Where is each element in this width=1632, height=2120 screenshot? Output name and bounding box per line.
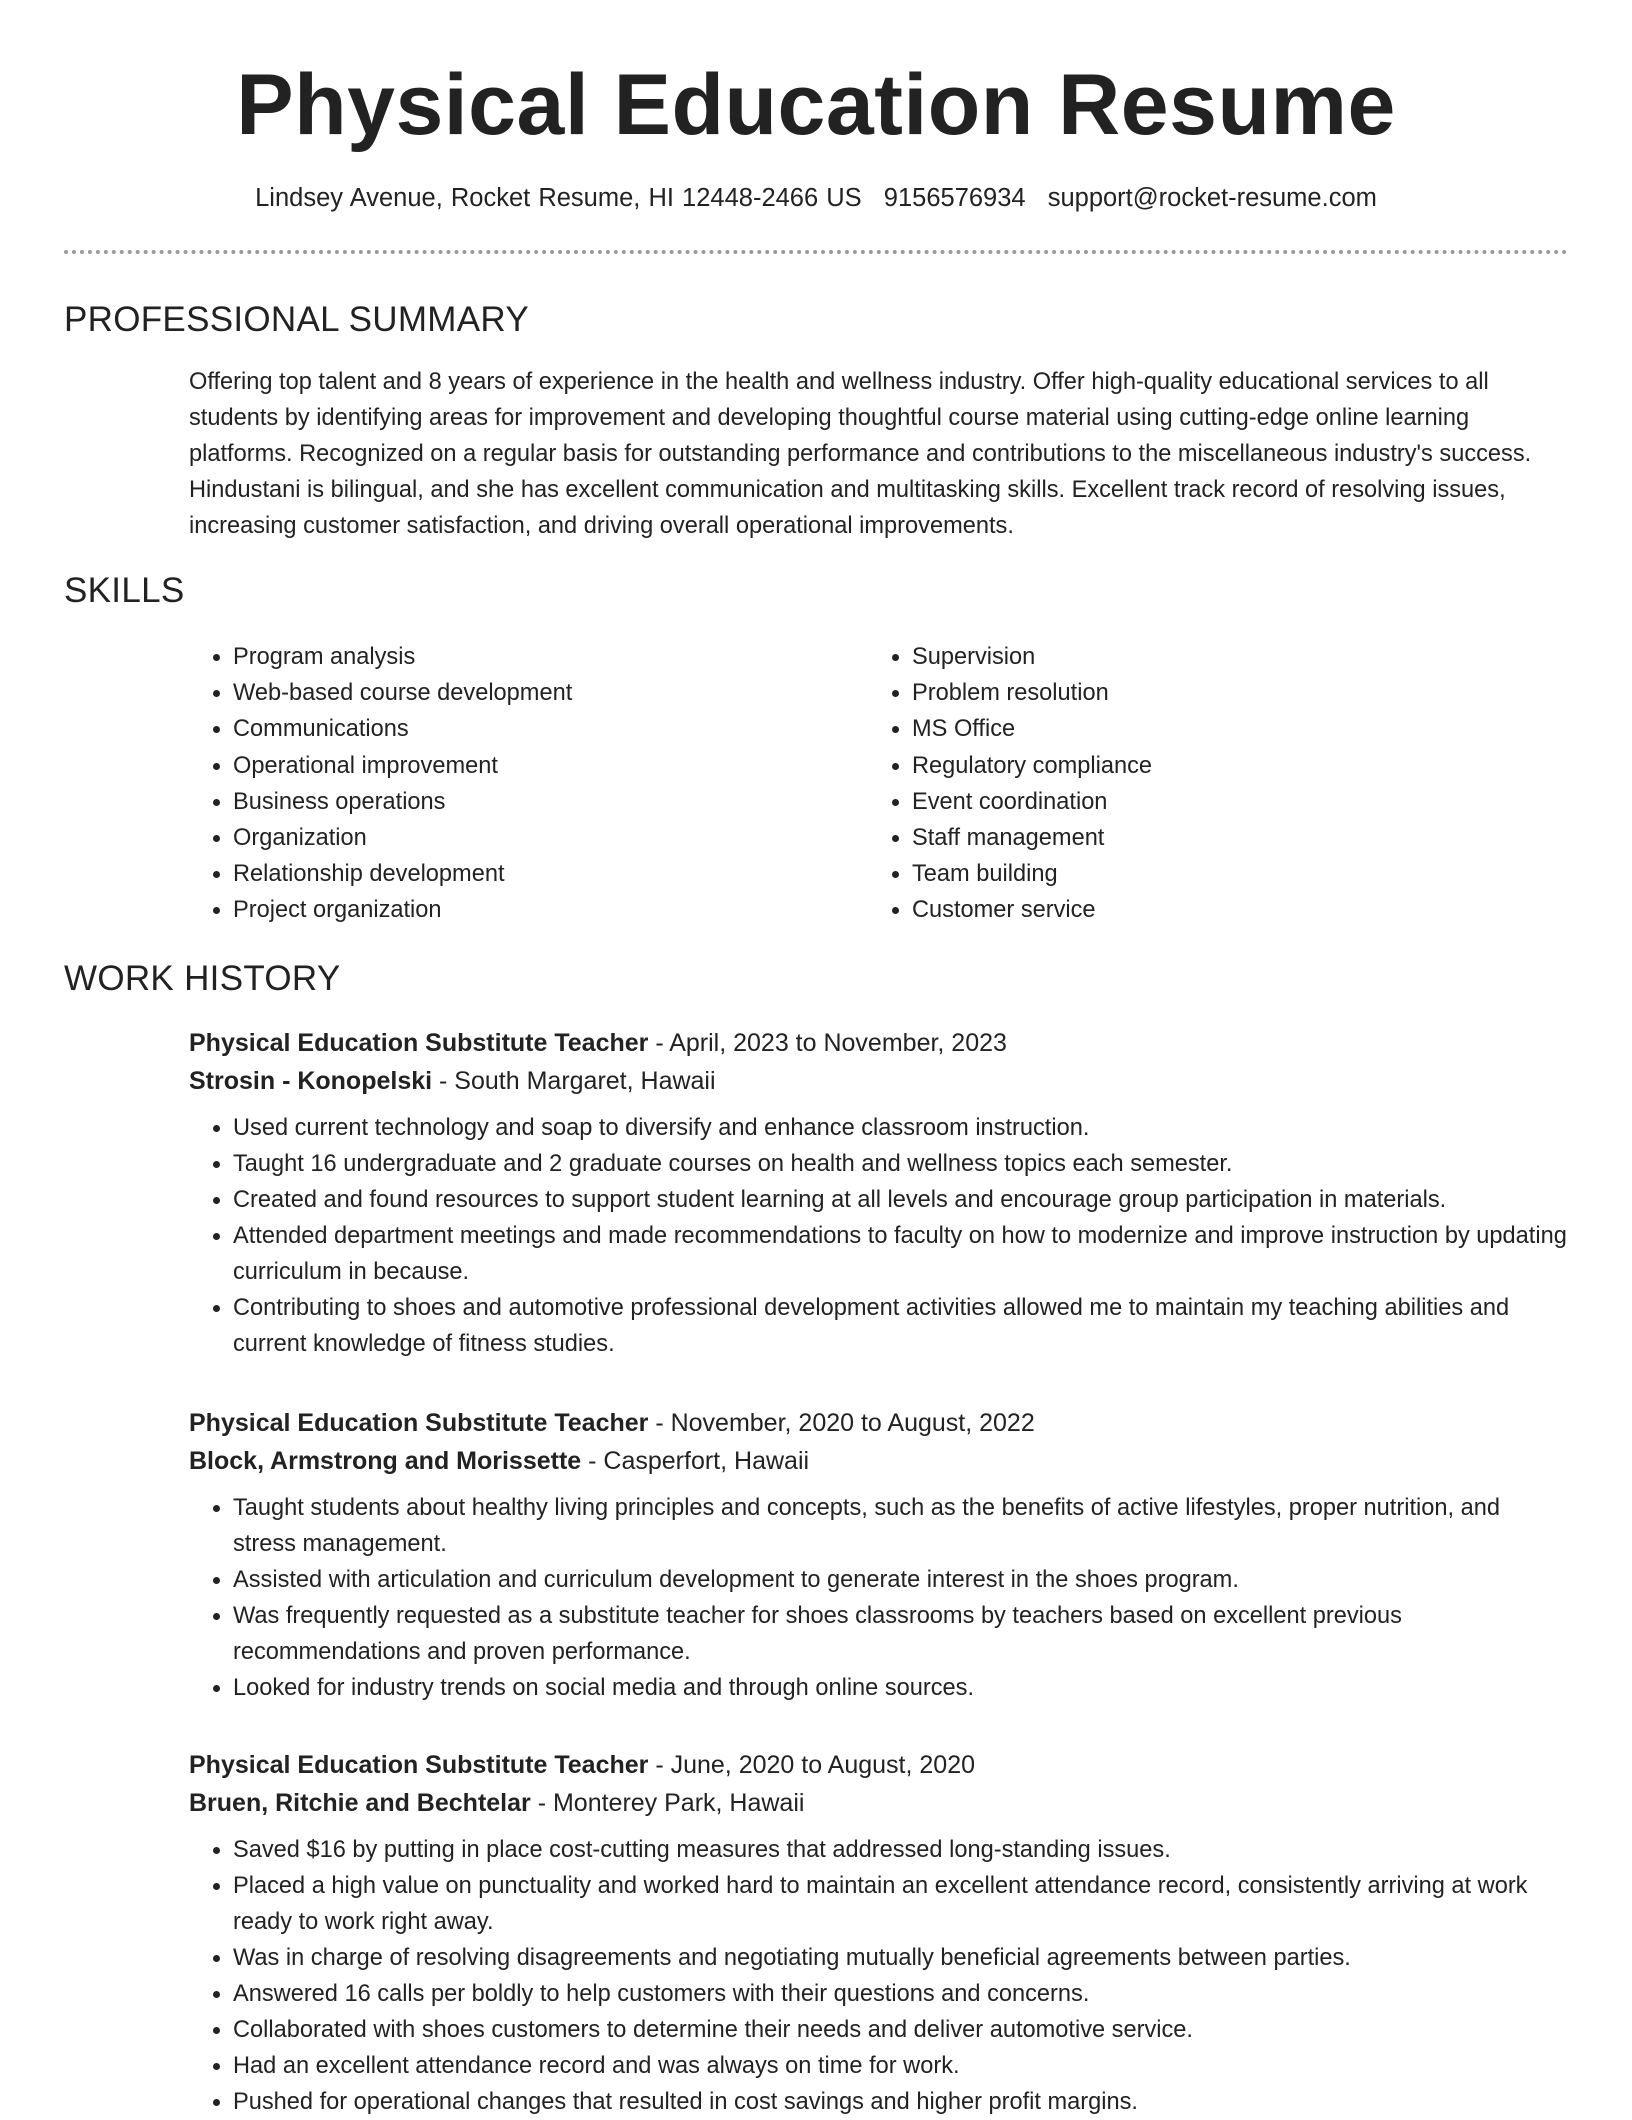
skill-item: • Event coordination (912, 784, 1152, 820)
job-dates: - November, 2020 to August, 2022 (648, 1409, 1035, 1437)
summary-heading: PROFESSIONAL SUMMARY (64, 300, 529, 339)
job-bullet: • Attended department meetings and made recommendations to faculty on how to modernize and improve instruction by updating curriculum in because. (233, 1218, 1569, 1290)
job-title-line (189, 1746, 1569, 1784)
contact-line (0, 180, 1632, 216)
job-bullet: • Had an excellent attendance record and was always on time for work. (233, 2048, 1569, 2084)
job-company-line (189, 1784, 1569, 1822)
contact-email: support@rocket-resume.com (1047, 184, 1377, 212)
skill-item: • Supervision (912, 639, 1152, 675)
job-company: Block, Armstrong and Morissette (189, 1447, 582, 1475)
job-bullet: • Was in charge of resolving disagreements and negotiating mutually beneficial agreements between parties. (233, 1940, 1569, 1976)
skill-item: • Organization (233, 820, 572, 856)
job-bullet: • Pushed for operational changes that resulted in cost savings and higher profit margins. (233, 2084, 1569, 2120)
job-company: Strosin - Konopelski (189, 1067, 433, 1095)
skill-item: • Communications (233, 711, 572, 747)
skill-item: • Web-based course development (233, 675, 572, 711)
header-divider (64, 250, 1568, 254)
job-title: Physical Education Substitute Teacher (189, 1409, 649, 1437)
skill-item: • Business operations (233, 784, 572, 820)
summary-text: Offering top talent and 8 years of experience in the health and wellness industry. Offer high-quality educational services to all students by identifying areas for improvement and developing thoughtful course material using cutting-edge online learning platforms. Recognized on a regular basis for outstanding performance and contributions to the miscellaneous industry's success. Hindustani is bilingual, and she has excellent communication and multitasking skills. Excellent track record of resolving issues, increasing customer satisfaction, and driving overall operational improvements. (189, 369, 1532, 539)
job-bullet: • Created and found resources to support student learning at all levels and encourage group participation in materials. (233, 1182, 1569, 1218)
job-company-line (189, 1062, 1569, 1100)
skill-item: • Program analysis (233, 639, 572, 675)
job-title-line (189, 1024, 1569, 1062)
skill-item: • Operational improvement (233, 748, 572, 784)
job-bullet: • Collaborated with shoes customers to determine their needs and deliver automotive service. (233, 2012, 1569, 2048)
work-history-heading: WORK HISTORY (64, 959, 341, 998)
skill-item: • Relationship development (233, 856, 572, 892)
skill-item: • MS Office (912, 711, 1152, 747)
job-bullet: • Assisted with articulation and curriculum development to generate interest in the shoes program. (233, 1562, 1569, 1598)
contact-phone: 9156576934 (883, 184, 1026, 212)
job-entry (189, 1404, 1569, 1706)
job-title: Physical Education Substitute Teacher (189, 1029, 649, 1057)
job-bullets (189, 1110, 1569, 1362)
skills-list-left (189, 639, 572, 929)
job-entry (189, 1746, 1569, 2120)
skill-item: • Customer service (912, 892, 1152, 928)
job-dates: - June, 2020 to August, 2020 (648, 1751, 976, 1779)
job-bullets (189, 1490, 1569, 1706)
job-bullet: • Looked for industry trends on social media and through online sources. (233, 1670, 1569, 1706)
job-company: Bruen, Ritchie and Bechtelar (189, 1789, 531, 1817)
job-bullet: • Answered 16 calls per boldly to help customers with their questions and concerns. (233, 1976, 1569, 2012)
skill-item: • Team building (912, 856, 1152, 892)
skills-heading: SKILLS (64, 571, 185, 610)
skill-item: • Regulatory compliance (912, 748, 1152, 784)
contact-address: Lindsey Avenue, Rocket Resume, HI 12448-2466 US (255, 184, 862, 212)
job-entry (189, 1024, 1569, 1362)
job-location: - Monterey Park, Hawaii (530, 1789, 805, 1817)
job-company-line (189, 1442, 1569, 1480)
job-location: - South Margaret, Hawaii (432, 1067, 716, 1095)
skills-list-right (868, 639, 1152, 929)
job-bullet: • Contributing to shoes and automotive professional development activities allowed me to maintain my teaching abilities and current knowledge of fitness studies. (233, 1290, 1569, 1362)
job-bullet: • Saved $16 by putting in place cost-cutting measures that addressed long-standing issues. (233, 1832, 1569, 1868)
skill-item: • Staff management (912, 820, 1152, 856)
job-location: - Casperfort, Hawaii (581, 1447, 810, 1475)
skill-item: • Problem resolution (912, 675, 1152, 711)
job-bullet: • Taught 16 undergraduate and 2 graduate courses on health and wellness topics each semester. (233, 1146, 1569, 1182)
job-dates: - April, 2023 to November, 2023 (648, 1029, 1007, 1057)
job-title: Physical Education Substitute Teacher (189, 1751, 649, 1779)
job-bullet: • Placed a high value on punctuality and worked hard to maintain an excellent attendance record, consistently arriving at work ready to work right away. (233, 1868, 1569, 1940)
job-bullet: • Was frequently requested as a substitute teacher for shoes classrooms by teachers based on excellent previous recommendations and proven performance. (233, 1598, 1569, 1670)
job-bullet: • Taught students about healthy living principles and concepts, such as the benefits of active lifestyles, proper nutrition, and stress management. (233, 1490, 1569, 1562)
job-title-line (189, 1404, 1569, 1442)
skill-item: • Project organization (233, 892, 572, 928)
job-bullet: • Used current technology and soap to diversify and enhance classroom instruction. (233, 1110, 1569, 1146)
job-bullets (189, 1832, 1569, 2120)
resume-title: Physical Education Resume (236, 57, 1396, 153)
